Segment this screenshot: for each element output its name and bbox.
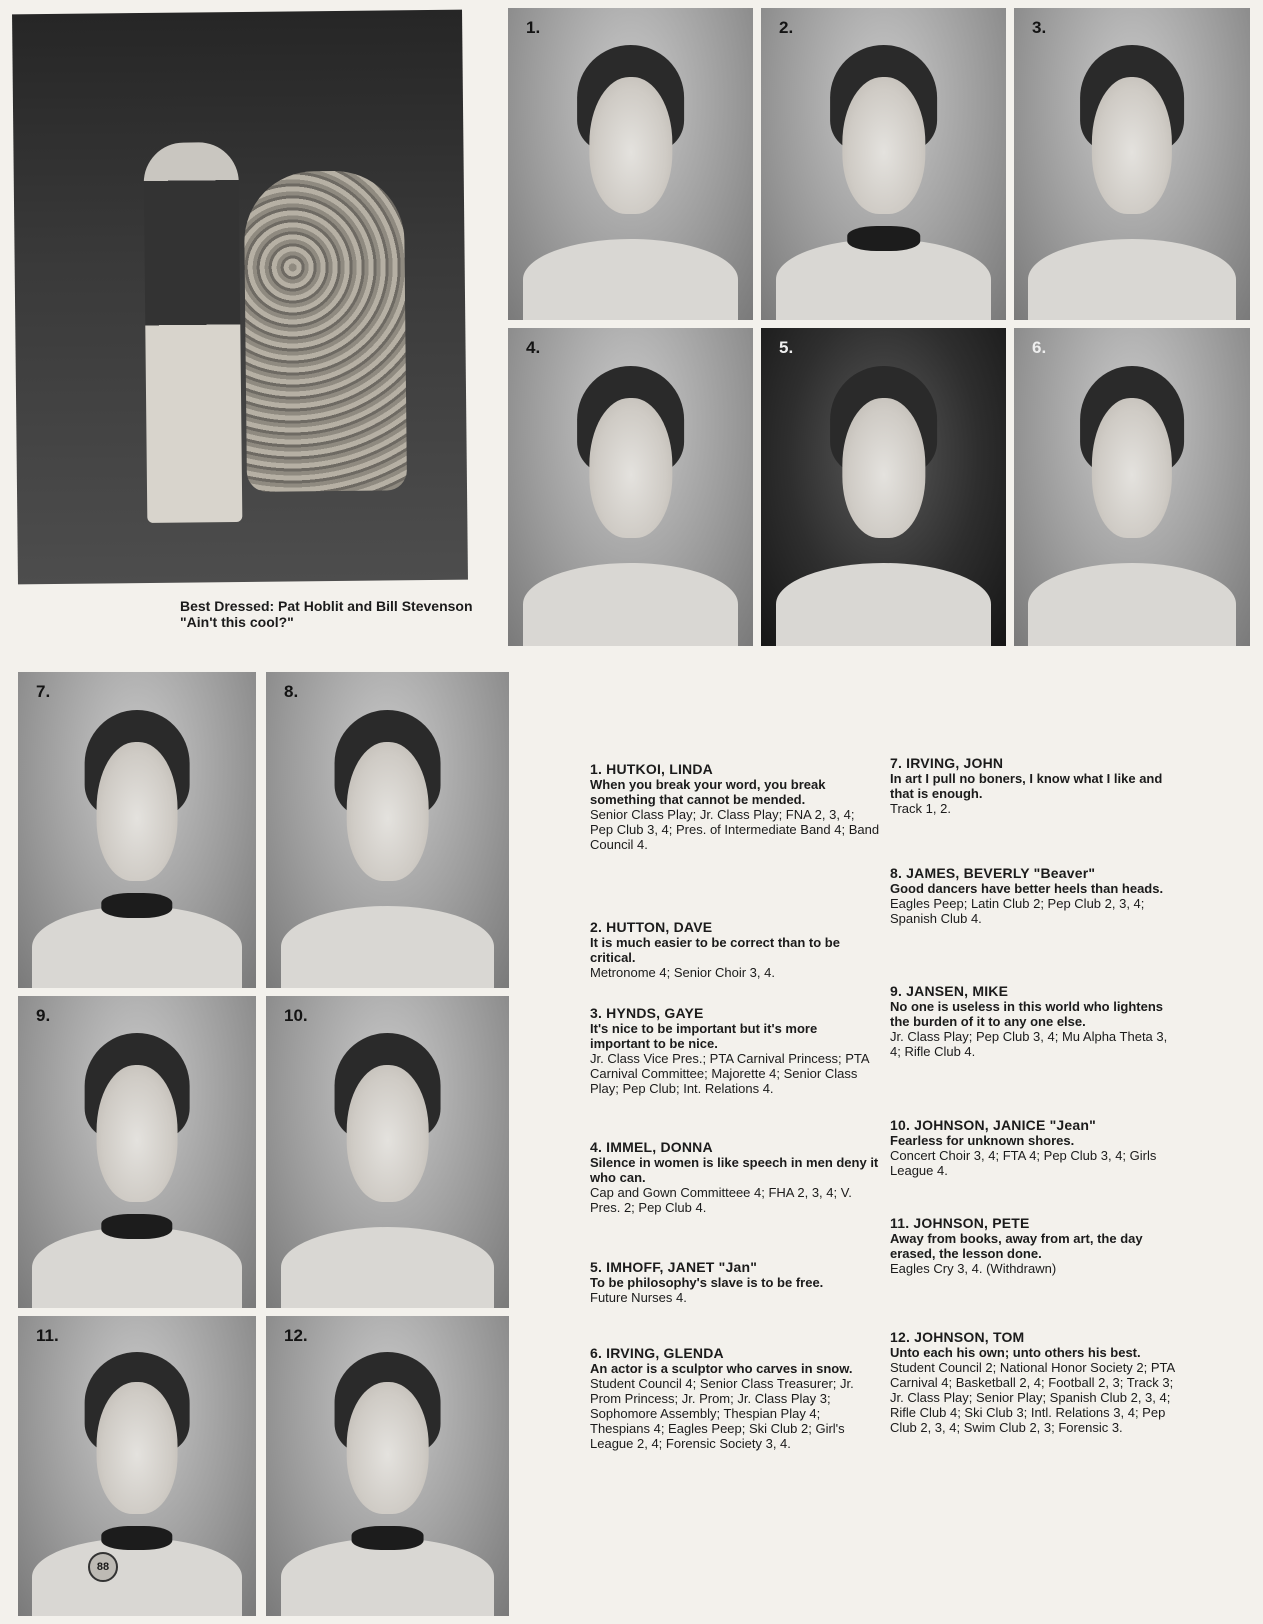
bio-8 [890, 866, 1180, 926]
candid-figure-man [143, 142, 242, 523]
portrait-number: 8. [284, 682, 299, 701]
bio-5 [590, 1260, 880, 1305]
bio-1 [590, 762, 880, 852]
bio-quote: An actor is a sculptor who carves in snow. [590, 1361, 853, 1376]
bio-12 [890, 1330, 1180, 1435]
portrait-number: 9. [36, 1006, 51, 1025]
bio-activities: Eagles Peep; Latin Club 2; Pep Club 2, 3, 4; Spanish Club 4. [890, 896, 1145, 926]
portrait-6 [1014, 328, 1250, 646]
bio-7 [890, 756, 1180, 816]
bio-quote: In art I pull no boners, I know what I like and that is enough. [890, 771, 1163, 801]
bio-name: 12. JOHNSON, TOM [890, 1329, 1025, 1345]
bio-activities: Cap and Gown Committeee 4; FHA 2, 3, 4; V. Pres. 2; Pep Club 4. [590, 1185, 852, 1215]
bio-quote: Good dancers have better heels than heads. [890, 881, 1164, 896]
bio-activities: Future Nurses 4. [590, 1290, 687, 1305]
bio-activities: Concert Choir 3, 4; FTA 4; Pep Club 3, 4; Girls League 4. [890, 1148, 1157, 1178]
bio-quote: It is much easier to be correct than to be critical. [590, 935, 840, 965]
bio-activities: Metronome 4; Senior Choir 3, 4. [590, 965, 775, 980]
portrait-number: 11. [36, 1326, 59, 1345]
bio-activities: Jr. Class Play; Pep Club 3, 4; Mu Alpha Theta 3, 4; Rifle Club 4. [890, 1029, 1168, 1059]
bio-activities: Student Council 4; Senior Class Treasurer; Jr. Prom Princess; Jr. Prom; Jr. Class Play 3; Sophomore Assembly; Thespian Play 4; Thespians 4; Eagles Peep; Ski Club 2; Girl's League 2, 4; Forensic Society 3, 4. [590, 1376, 854, 1451]
page-number-badge: 88 [88, 1552, 118, 1582]
portrait-number: 3. [1032, 18, 1047, 37]
bio-activities: Student Council 2; National Honor Society 2; PTA Carnival 4; Basketball 2, 4; Football 2, 3; Track 3; Jr. Class Play; Senior Play; Spanish Club 2, 3, 4; Rifle Club 4; Ski Club 3; Intl. Relations 3, 4; Pep Club 2, 3, 4; Swim Club 2, 3; Forensic 3. [890, 1360, 1175, 1435]
bio-quote: Away from books, away from art, the day erased, the lesson done. [890, 1231, 1143, 1261]
portrait-number: 6. [1032, 338, 1047, 357]
portrait-number: 10. [284, 1006, 308, 1025]
bio-name: 2. HUTTON, DAVE [590, 919, 713, 935]
bio-10 [890, 1118, 1180, 1178]
portrait-2 [761, 8, 1006, 320]
bio-name: 1. HUTKOI, LINDA [590, 761, 713, 777]
portrait-5 [761, 328, 1006, 646]
portrait-11 [18, 1316, 256, 1616]
bio-quote: To be philosophy's slave is to be free. [590, 1275, 824, 1290]
bio-quote: Fearless for unknown shores. [890, 1133, 1075, 1148]
bio-activities: Track 1, 2. [890, 801, 951, 816]
bio-3 [590, 1006, 880, 1096]
bio-4 [590, 1140, 880, 1215]
bio-quote: When you break your word, you break something that cannot be mended. [590, 777, 826, 807]
bio-quote: Silence in women is like speech in men deny it who can. [590, 1155, 879, 1185]
portrait-number: 12. [284, 1326, 308, 1345]
bio-6 [590, 1346, 880, 1451]
bio-name: 11. JOHNSON, PETE [890, 1215, 1030, 1231]
bio-11 [890, 1216, 1180, 1276]
bio-name: 6. IRVING, GLENDA [590, 1345, 724, 1361]
portrait-number: 4. [526, 338, 541, 357]
candid-figure-woman [244, 170, 407, 492]
bio-name: 3. HYNDS, GAYE [590, 1005, 704, 1021]
bio-name: 9. JANSEN, MIKE [890, 983, 1009, 999]
portrait-10 [266, 996, 509, 1308]
portrait-1 [508, 8, 753, 320]
candid-caption [180, 598, 480, 630]
portrait-7 [18, 672, 256, 988]
portrait-12 [266, 1316, 509, 1616]
bio-name: 4. IMMEL, DONNA [590, 1139, 713, 1155]
candid-caption-title: Best Dressed: Pat Hoblit and Bill Stevenson [180, 598, 473, 614]
portrait-number: 2. [779, 18, 794, 37]
bio-activities: Jr. Class Vice Pres.; PTA Carnival Princess; PTA Carnival Committee; Majorette 4; Senior Class Play; Pep Club; Int. Relations 4. [590, 1051, 869, 1096]
bio-name: 5. IMHOFF, JANET "Jan" [590, 1259, 758, 1275]
bio-name: 7. IRVING, JOHN [890, 755, 1004, 771]
portrait-number: 5. [779, 338, 794, 357]
candid-photo-best-dressed [12, 10, 468, 585]
bio-quote: No one is useless in this world who lightens the burden of it to any one else. [890, 999, 1164, 1029]
portrait-number: 1. [526, 18, 541, 37]
portrait-4 [508, 328, 753, 646]
portrait-number: 7. [36, 682, 51, 701]
bio-quote: It's nice to be important but it's more important to be nice. [590, 1021, 818, 1051]
portrait-3 [1014, 8, 1250, 320]
bio-9 [890, 984, 1180, 1059]
candid-caption-quote: "Ain't this cool?" [180, 614, 294, 630]
portrait-9 [18, 996, 256, 1308]
bio-2 [590, 920, 880, 980]
portrait-8 [266, 672, 509, 988]
bio-activities: Eagles Cry 3, 4. (Withdrawn) [890, 1261, 1057, 1276]
bio-name: 10. JOHNSON, JANICE "Jean" [890, 1117, 1096, 1133]
bio-name: 8. JAMES, BEVERLY "Beaver" [890, 865, 1096, 881]
bio-quote: Unto each his own; unto others his best. [890, 1345, 1141, 1360]
bio-activities: Senior Class Play; Jr. Class Play; FNA 2, 3, 4; Pep Club 3, 4; Pres. of Intermediate Band 4; Band Council 4. [590, 807, 880, 852]
